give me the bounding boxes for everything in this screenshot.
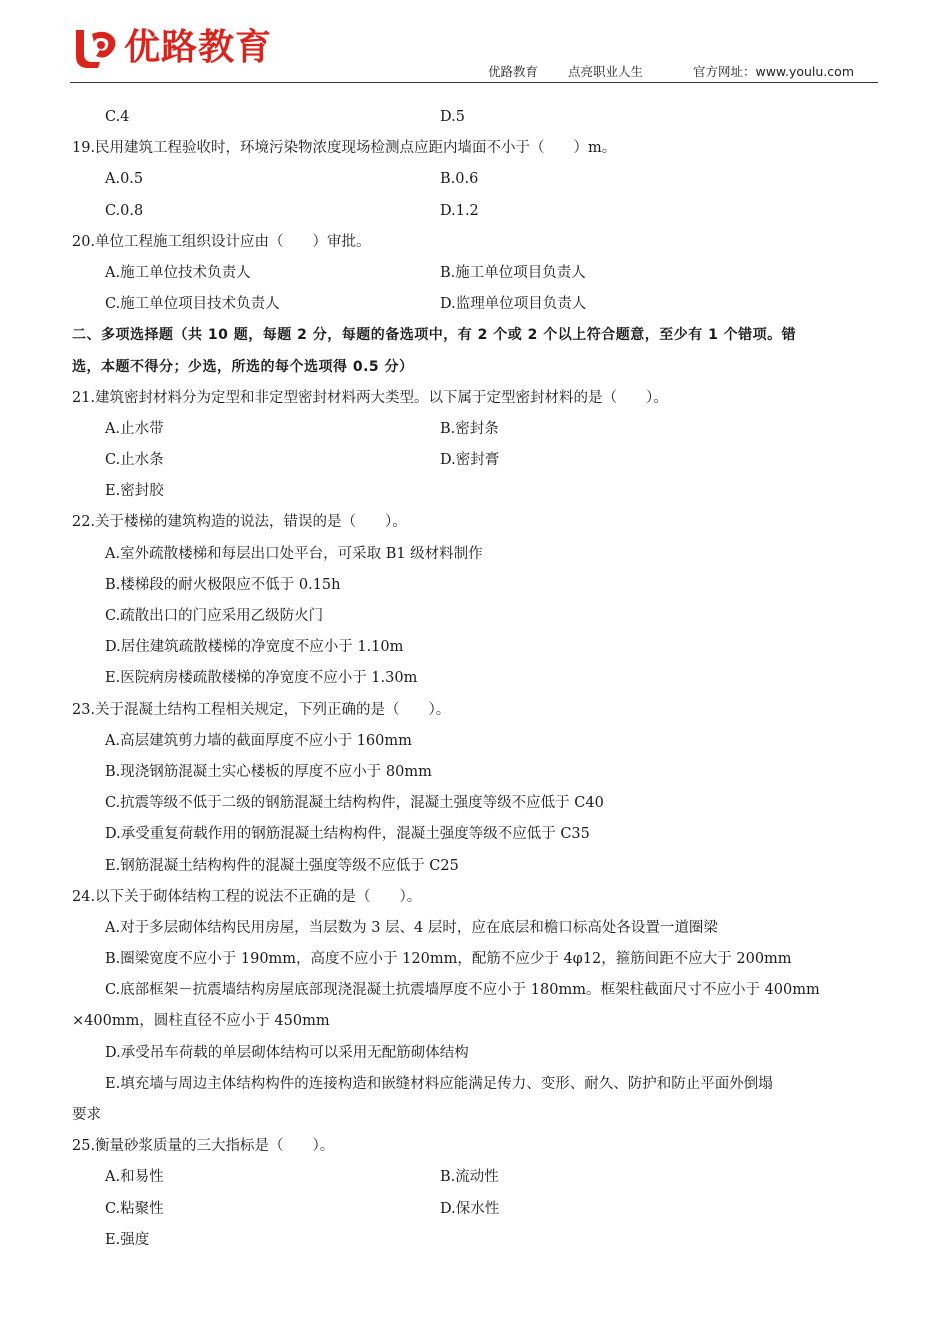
q25-option-b: B.流动性 — [440, 1169, 499, 1186]
q24-option-e-line1: E.填充墙与周边主体结构构件的连接构造和嵌缝材料应能满足传力、变形、耐久、防护和防止平面外倒塌 — [105, 1075, 773, 1092]
q19-option-c: C.0.8 — [105, 202, 144, 219]
q20-option-a: A.施工单位技术负责人 — [105, 264, 251, 281]
q20-option-c: C.施工单位项目技术负责人 — [105, 296, 280, 313]
q22-option-d: D.居住建筑疏散楼梯的净宽度不应小于 1.10m — [105, 639, 404, 656]
q19-option-d: D.1.2 — [440, 202, 479, 219]
q22-option-c: C.疏散出口的门应采用乙级防火门 — [105, 608, 324, 624]
q19-stem: 19.民用建筑工程验收时，环境污染物浓度现场检测点应距内墙面不小于（ ）m。 — [72, 140, 617, 157]
q20-options-cd — [72, 289, 880, 320]
brand-logo — [70, 24, 272, 72]
section2-heading-line2: 选，本题不得分；少选，所选的每个选项得 0.5 分） — [72, 358, 414, 375]
q21-options-cd — [72, 445, 880, 476]
q24-option-a: A.对于多层砌体结构民用房屋，当层数为 3 层、4 层时，应在底层和檐口标高处各设置一道圈梁 — [105, 919, 718, 936]
q20-option-b: B.施工单位项目负责人 — [440, 264, 586, 281]
q24-option-c-line2: ×400mm，圆柱直径不应小于 450mm — [72, 1013, 330, 1030]
q21-option-c: C.止水条 — [105, 452, 164, 469]
youlu-logo-icon — [70, 24, 122, 72]
q25-option-e: E.强度 — [105, 1231, 150, 1248]
q25-option-a: A.和易性 — [105, 1169, 164, 1186]
q24-option-e-line2: 要求 — [72, 1107, 101, 1123]
q23-option-d: D.承受重复荷载作用的钢筋混凝土结构构件，混凝土强度等级不应低于 C35 — [105, 826, 590, 843]
q23-option-b: B.现浇钢筋混凝土实心楼板的厚度不应小于 80mm — [105, 763, 432, 780]
header-brand: 优路教育 — [488, 64, 539, 79]
q21-option-a: A.止水带 — [105, 420, 164, 437]
q23-option-c: C.抗震等级不低于二级的钢筋混凝土结构构件，混凝土强度等级不应低于 C40 — [105, 795, 604, 812]
q18-option-c: C.4 — [105, 109, 130, 125]
q23-option-e: E.钢筋混凝土结构构件的混凝土强度等级不应低于 C25 — [105, 857, 459, 874]
q22-stem: 22.关于楼梯的建筑构造的说法，错误的是（ ）。 — [72, 514, 407, 531]
header-slogan: 点亮职业人生 — [567, 64, 643, 79]
q19-option-b: B.0.6 — [440, 171, 479, 188]
q20-option-d: D.监理单位项目负责人 — [440, 296, 587, 313]
q20-options-ab — [72, 258, 880, 289]
q20-stem: 20.单位工程施工组织设计应由（ ）审批。 — [72, 233, 371, 250]
q24-stem: 24.以下关于砌体结构工程的说法不正确的是（ ）。 — [72, 888, 422, 905]
q22-option-b: B.楼梯段的耐火极限应不低于 0.15h — [105, 576, 341, 593]
q18-options-cd — [72, 102, 880, 133]
q25-options-ab — [72, 1162, 880, 1193]
q21-option-b: B.密封条 — [440, 420, 499, 437]
q25-stem: 25.衡量砂浆质量的三大指标是（ ）。 — [72, 1138, 335, 1155]
q18-option-d: D.5 — [440, 109, 465, 125]
q21-option-e: E.密封胶 — [105, 483, 164, 500]
q24-option-b: B.圈梁宽度不应小于 190mm，高度不应小于 120mm，配筋不应少于 4φ12，箍筋间距不应大于 200mm — [105, 951, 792, 968]
q22-option-a: A.室外疏散楼梯和每层出口处平台，可采取 B1 级材料制作 — [105, 545, 483, 562]
q24-option-c-line1: C.底部框架－抗震墙结构房屋底部现浇混凝土抗震墙厚度不应小于 180mm。框架柱截面尺寸不应小于 400mm — [105, 982, 820, 999]
q21-options-ab — [72, 414, 880, 445]
q25-option-c: C.粘聚性 — [105, 1200, 164, 1217]
q23-option-a: A.高层建筑剪力墙的截面厚度不应小于 160mm — [105, 732, 412, 749]
logo-text: 优路教育 — [124, 27, 273, 68]
q22-option-e: E.医院病房楼疏散楼梯的净宽度不应小于 1.30m — [105, 670, 418, 687]
section2-heading-line1: 二、多项选择题（共 10 题，每题 2 分，每题的备选项中，有 2 个或 2 个以上符合题意，至少有 1 个错项。错 — [72, 327, 797, 344]
q25-options-cd — [72, 1194, 880, 1225]
q25-option-d: D.保水性 — [440, 1200, 500, 1217]
header-website[interactable]: 官方网址：www.youlu.com — [692, 64, 854, 79]
q24-option-d: D.承受吊车荷载的单层砌体结构可以采用无配筋砌体结构 — [105, 1044, 469, 1061]
exam-content — [72, 102, 880, 1256]
q23-stem: 23.关于混凝土结构工程相关规定，下列正确的是（ ）。 — [72, 701, 451, 718]
q21-stem: 21.建筑密封材料分为定型和非定型密封材料两大类型。以下属于定型密封材料的是（ ）。 — [72, 389, 668, 406]
q19-options-ab — [72, 164, 880, 195]
q19-options-cd — [72, 196, 880, 227]
header-divider — [70, 82, 878, 83]
header-tagline — [488, 62, 878, 80]
q19-option-a: A.0.5 — [105, 171, 144, 188]
q21-option-d: D.密封膏 — [440, 452, 500, 469]
